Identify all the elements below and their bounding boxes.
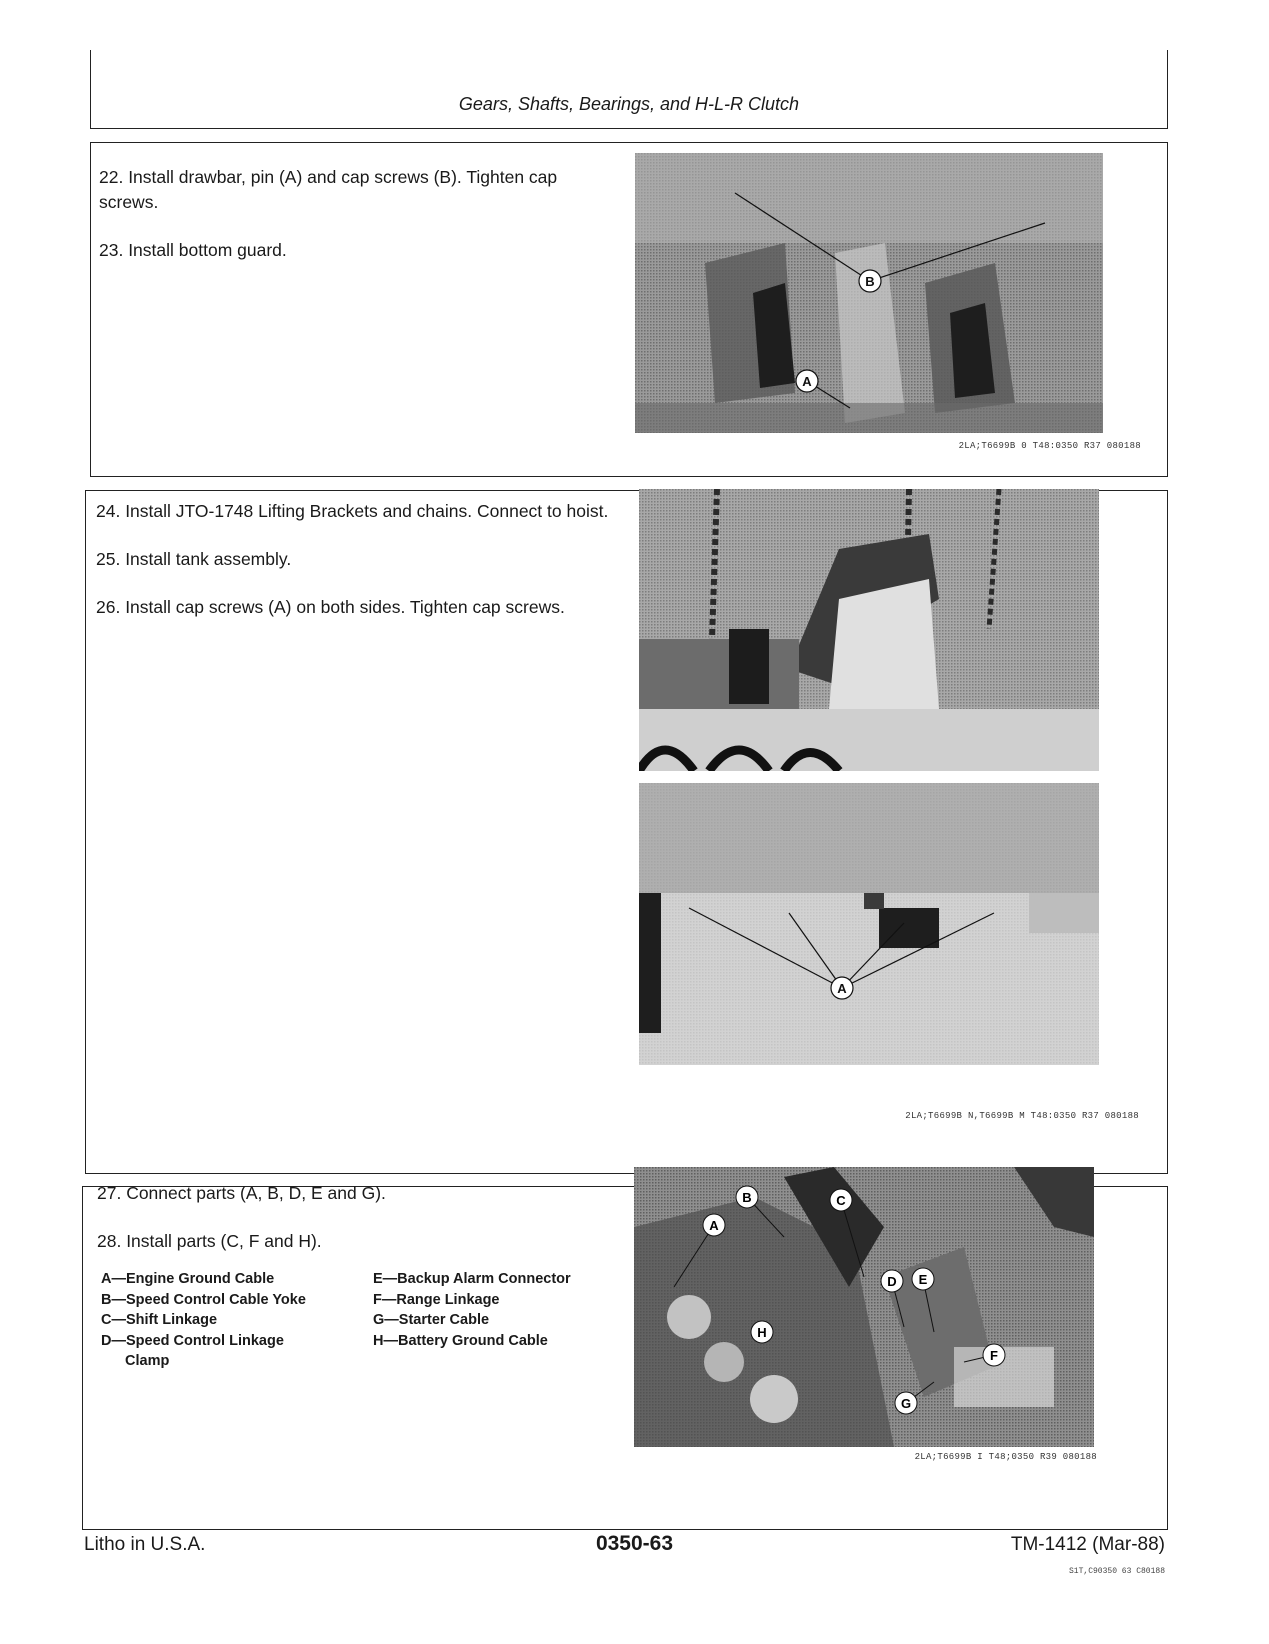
section-steps-22-23 [90,142,1168,477]
svg-text:B: B [865,274,875,289]
callout-h [751,1321,773,1343]
legend-item-d: D—Speed Control Linkage [101,1332,284,1349]
callout-e [912,1268,934,1290]
footer-code: S1T,C90350 63 C80188 [1068,1567,1165,1576]
legend-item-f: F—Range Linkage [373,1291,500,1308]
callout-a [703,1214,725,1236]
photo-connections [634,1167,1094,1447]
footer-printing-note: Litho in U.S.A. [84,1534,206,1555]
step-27: 27. Connect parts (A, B, D, E and G). [97,1183,386,1203]
parts-legend [101,1269,621,1379]
legend-item-c: C—Shift Linkage [101,1312,218,1328]
callout-b [736,1186,758,1208]
callout-g [895,1392,917,1414]
photo-lifting-brackets [639,489,1099,771]
svg-text:A: A [709,1218,719,1233]
section-steps-27-28 [82,1183,1168,1530]
page-number: 0350-63 [595,1532,674,1555]
photo-drawbar [635,153,1103,433]
legend-item-a: A—Engine Ground Cable [101,1271,275,1287]
step-23: 23. Install bottom guard. [99,240,287,260]
svg-text:E: E [918,1272,928,1287]
svg-text:A: A [837,981,847,996]
svg-text:B: B [742,1190,752,1205]
step-26: 26. Install cap screws (A) on both sides. Tighten cap screws. [96,597,565,617]
legend-left-column [101,1269,306,1372]
svg-text:D: D [887,1274,897,1289]
step-22: 22. Install drawbar, pin (A) and cap screws (B). Tighten cap screws. [99,167,558,212]
legend-item-e: E—Backup Alarm Connector [373,1271,571,1287]
step-25: 25. Install tank assembly. [96,549,292,569]
step-list [99,165,619,286]
callout-d [881,1270,903,1292]
photo-code: 2LA;T6699B I T48;0350 R39 080188 [914,1452,1097,1462]
step-list [97,1181,637,1277]
svg-text:C: C [836,1193,846,1208]
step-28: 28. Install parts (C, F and H). [97,1231,322,1251]
photo-code: 2LA;T6699B 0 T48:0350 R37 080188 [958,441,1141,451]
legend-item-b: B—Speed Control Cable Yoke [101,1291,306,1308]
step-24: 24. Install JTO-1748 Lifting Brackets and chains. Connect to hoist. [96,501,609,521]
svg-text:A: A [802,374,812,389]
photo-code: 2LA;T6699B N,T6699B M T48:0350 R37 080188 [905,1111,1139,1121]
legend-right-column [373,1269,571,1351]
page-title: Gears, Shafts, Bearings, and H-L-R Clutch [458,94,800,114]
callout-b [859,270,881,292]
page-header [90,50,1168,129]
callout-a [831,977,853,999]
photo-tank-cap-screws [639,783,1099,1065]
svg-text:F: F [990,1348,998,1363]
manual-id: TM-1412 (Mar-88) [1010,1534,1165,1555]
svg-text:G: G [900,1396,912,1411]
callout-f [983,1344,1005,1366]
callout-c [830,1189,852,1211]
legend-item-h: H—Battery Ground Cable [373,1332,548,1349]
svg-text:H: H [757,1325,767,1340]
legend-item-d-cont: Clamp [125,1353,170,1369]
callout-a [796,370,818,392]
legend-item-g: G—Starter Cable [373,1312,490,1328]
step-list [96,499,626,643]
section-steps-24-26 [85,490,1168,1174]
